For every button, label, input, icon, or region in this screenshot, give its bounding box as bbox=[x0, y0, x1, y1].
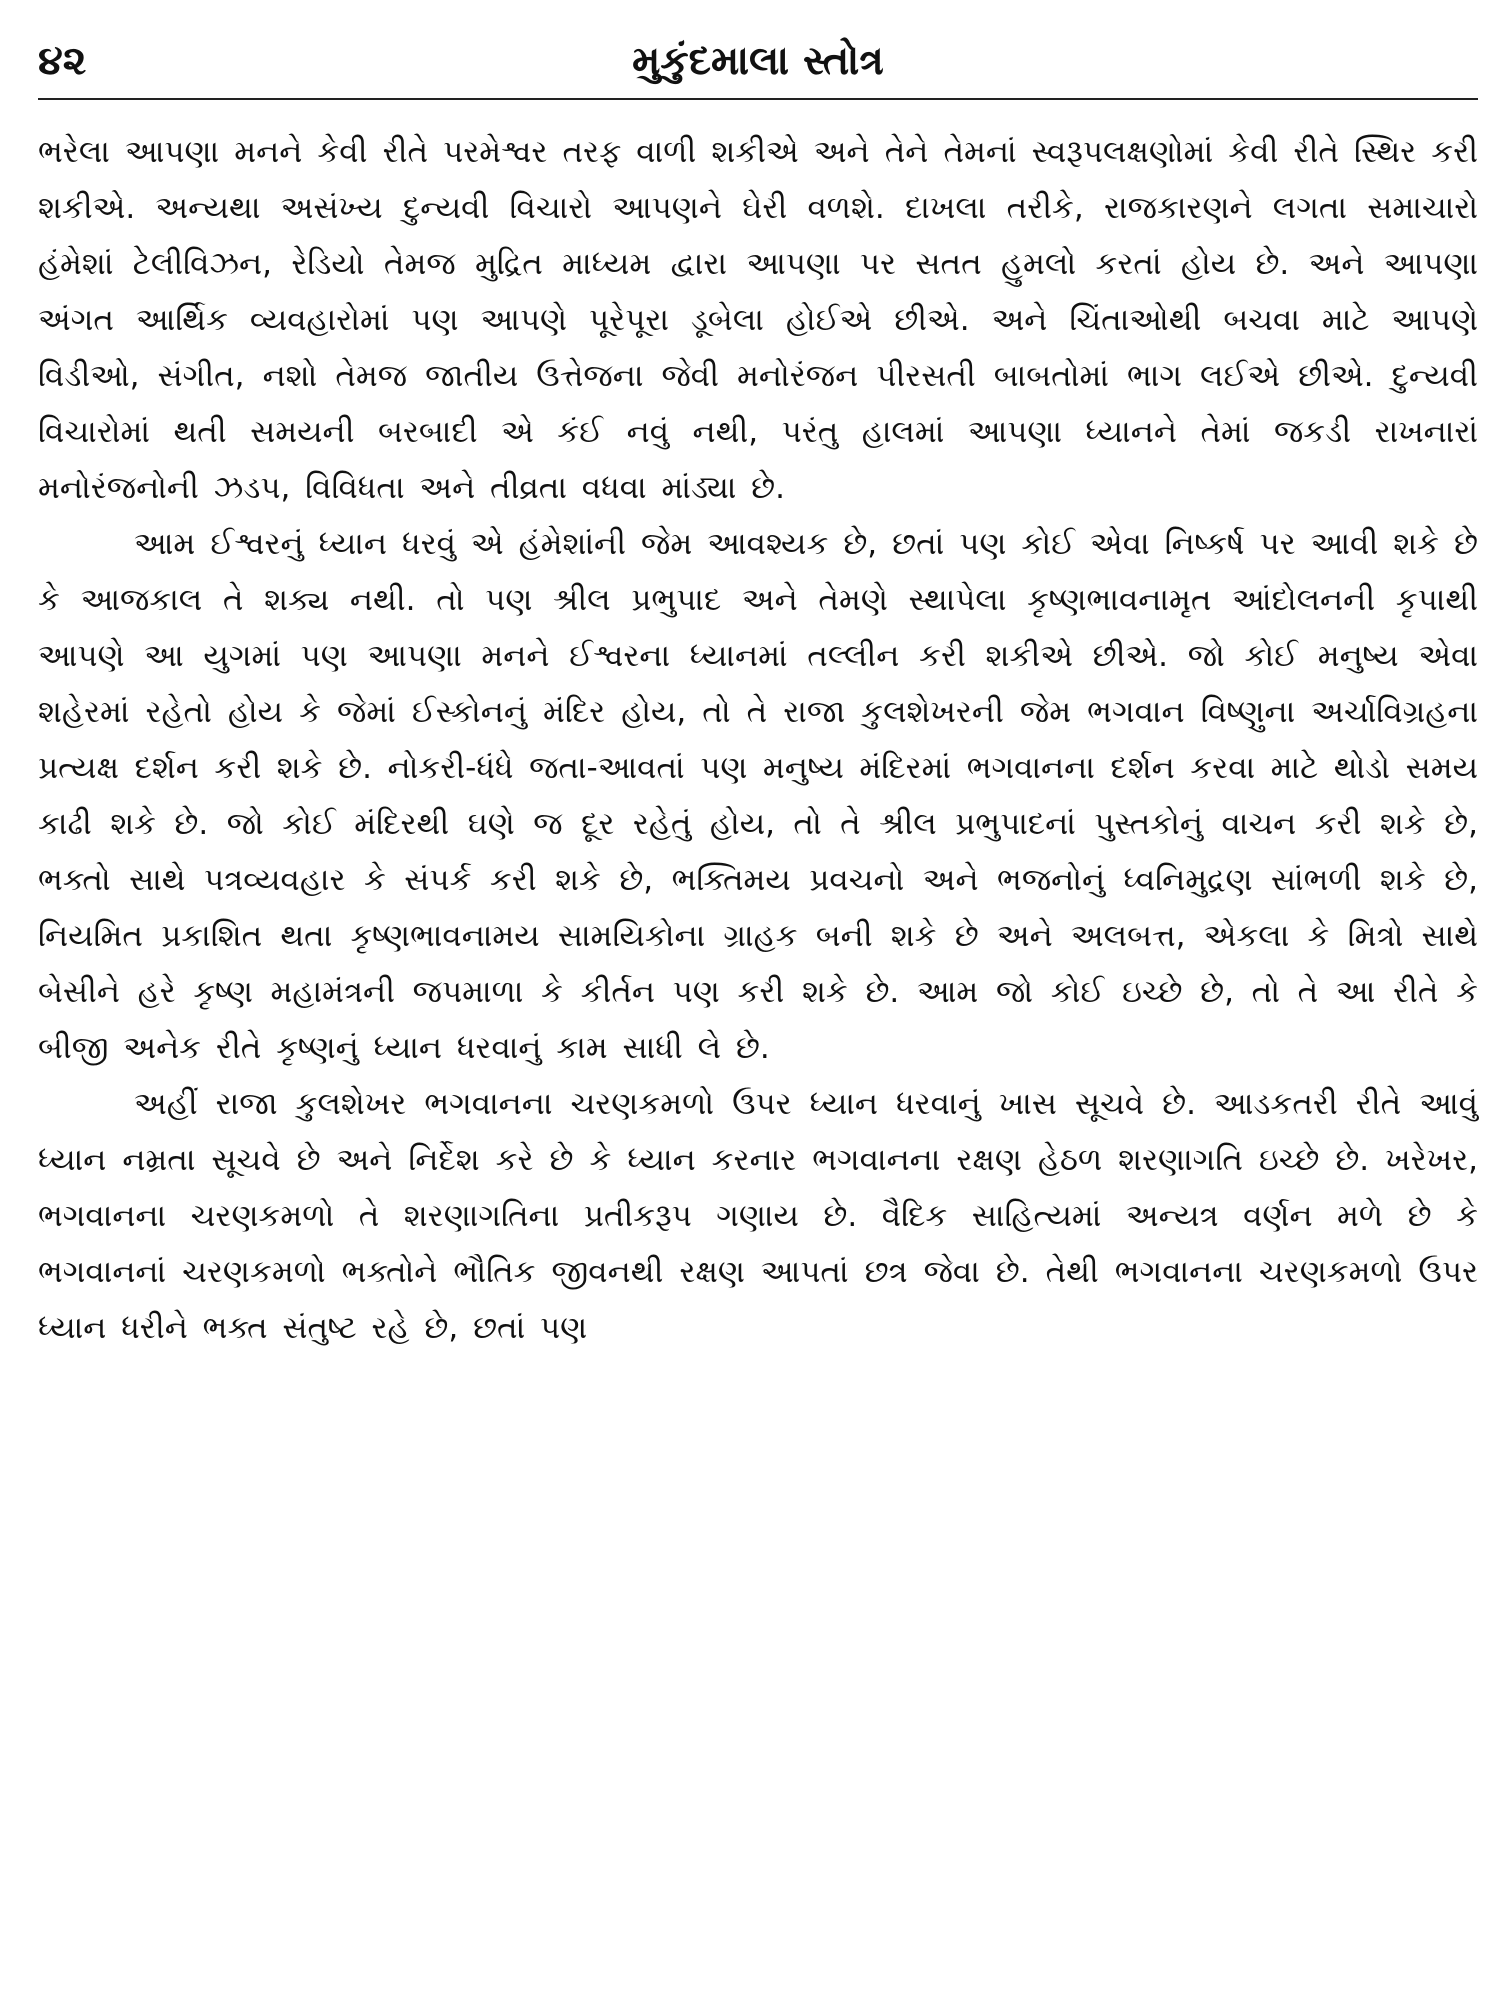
page-header bbox=[38, 28, 1478, 100]
paragraph-2: આમ ઈશ્વરનું ધ્યાન ધરવું એ હંમેશાંની જેમ આવશ્યક છે, છતાં પણ કોઈ એવા નિષ્કર્ષ પર આવી શકે છે કે આજકાલ તે શક્ય નથી. તો પણ શ્રીલ પ્રભુપાદ અને તેમણે સ્થાપેલા કૃષ્ણભાવનામૃત આંદોલનની કૃપાથી આપણે આ યુગમાં પણ આપણા મનને ઈશ્વરના ધ્યાનમાં તલ્લીન કરી શકીએ છીએ. જો કોઈ મનુષ્ય એવા શહેરમાં રહેતો હોય કે જેમાં ઈસ્કોનનું મંદિર હોય, તો તે રાજા કુલશેખરની જેમ ભગવાન વિષ્ણુના અર્ચાવિગ્રહના પ્રત્યક્ષ દર્શન કરી શકે છે. નોકરી-ધંધે જતા-આવતાં પણ મનુષ્ય મંદિરમાં ભગવાનના દર્શન કરવા માટે થોડો સમય કાઢી શકે છે. જો કોઈ મંદિરથી ઘણે જ દૂર રહેતું હોય, તો તે શ્રીલ પ્રભુપાદનાં પુસ્તકોનું વાચન કરી શકે છે, ભક્તો સાથે પત્રવ્યવહાર કે સંપર્ક કરી શકે છે, ભક્તિમય પ્રવચનો અને ભજનોનું ધ્વનિમુદ્રણ સાંભળી શકે છે, નિયમિત પ્રકાશિત થતા કૃષ્ણભાવનામય સામયિકોના ગ્રાહક બની શકે છે અને અલબત્ત, એકલા કે મિત્રો સાથે બેસીને હરે કૃષ્ણ મહામંત્રની જપમાળા કે કીર્તન પણ કરી શકે છે. આમ જો કોઈ ઇચ્છે છે, તો તે આ રીતે કે બીજી અનેક રીતે કૃષ્ણનું ધ્યાન ધરવાનું કામ સાધી લે છે. bbox=[38, 526, 1478, 1066]
book-page bbox=[38, 28, 1478, 1978]
body-text bbox=[38, 124, 1478, 1356]
running-title: મુકુંદમાલા સ્તોત્ર bbox=[632, 38, 884, 84]
page-number: ૪૨ bbox=[38, 38, 87, 84]
paragraph-1: ભરેલા આપણા મનને કેવી રીતે પરમેશ્વર તરફ વાળી શકીએ અને તેને તેમનાં સ્વરૂપલક્ષણોમાં કેવી રીતે સ્થિર કરી શકીએ. અન્યથા અસંખ્ય દુન્યવી વિચારો આપણને ઘેરી વળશે. દાખલા તરીકે, રાજકારણને લગતા સમાચારો હંમેશાં ટેલીવિઝન, રેડિયો તેમજ મુદ્રિત માધ્યમ દ્વારા આપણા પર સતત હુમલો કરતાં હોય છે. અને આપણા અંગત આર્થિક વ્યવહારોમાં પણ આપણે પૂરેપૂરા ડૂબેલા હોઈએ છીએ. અને ચિંતાઓથી બચવા માટે આપણે વિડીઓ, સંગીત, નશો તેમજ જાતીય ઉત્તેજના જેવી મનોરંજન પીરસતી બાબતોમાં ભાગ લઈએ છીએ. દુન્યવી વિચારોમાં થતી સમયની બરબાદી એ કંઈ નવું નથી, પરંતુ હાલમાં આપણા ધ્યાનને તેમાં જકડી રાખનારાં મનોરંજનોની ઝડપ, વિવિધતા અને તીવ્રતા વધવા માંડ્યા છે. bbox=[38, 134, 1478, 506]
paragraph-3: અહીં રાજા કુલશેખર ભગવાનના ચરણકમળો ઉપર ધ્યાન ધરવાનું ખાસ સૂચવે છે. આડકતરી રીતે આવું ધ્યાન નમ્રતા સૂચવે છે અને નિર્દેશ કરે છે કે ધ્યાન કરનાર ભગવાનના રક્ષણ હેઠળ શરણાગતિ ઇચ્છે છે. ખરેખર, ભગવાનના ચરણકમળો તે શરણાગતિના પ્રતીકરૂપ ગણાય છે. વૈદિક સાહિત્યમાં અન્યત્ર વર્ણન મળે છે કે ભગવાનનાં ચરણકમળો ભક્તોને ભૌતિક જીવનથી રક્ષણ આપતાં છત્ર જેવા છે. તેથી ભગવાનના ચરણકમળો ઉપર ધ્યાન ધરીને ભક્ત સંતુષ્ટ રહે છે, છતાં પણ bbox=[38, 1086, 1478, 1346]
